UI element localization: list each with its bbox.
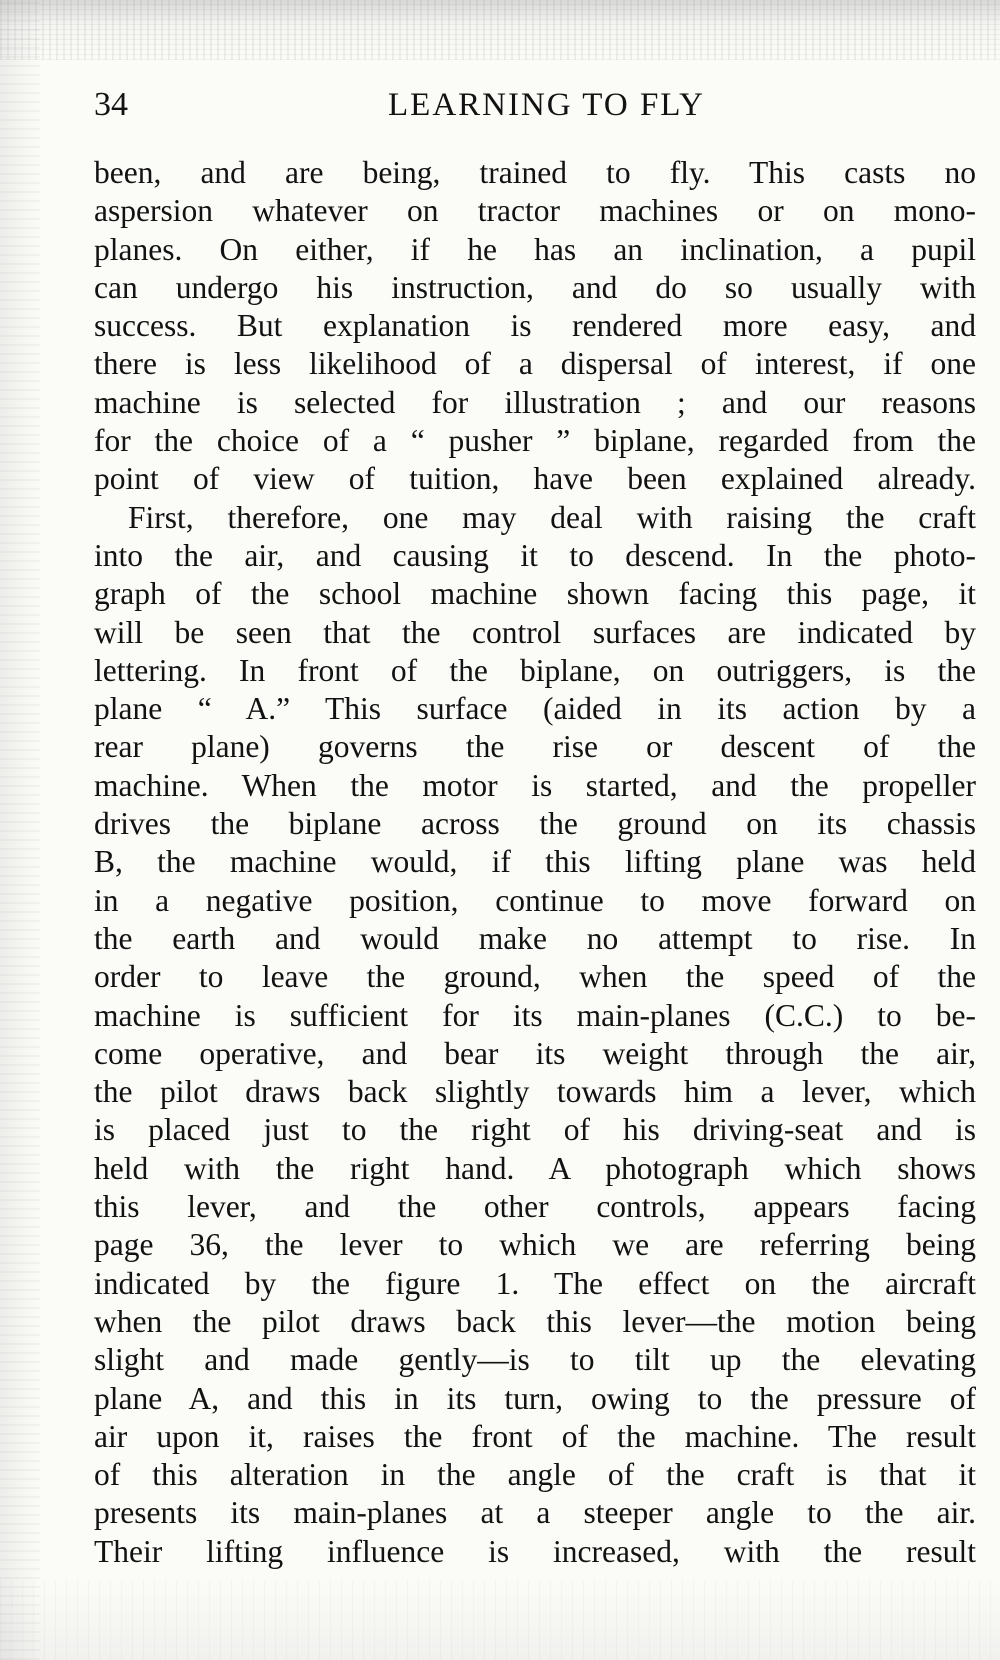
- text-line: for the choice of a “ pusher ” biplane, regarded from the: [94, 423, 976, 459]
- running-title: LEARNING TO FLY: [388, 87, 705, 123]
- text-line: machine is sufficient for its main-planes (C.C.) to be-: [94, 997, 976, 1033]
- text-line: air upon it, raises the front of the machine. The result: [94, 1418, 976, 1454]
- text-line: machine. When the motor is started, and the propeller: [94, 767, 976, 803]
- text-line: come operative, and bear its weight through the air,: [94, 1035, 976, 1071]
- text-line: been, and are being, trained to fly. This casts no: [94, 155, 976, 190]
- text-line: First, therefore, one may deal with raising the craft: [128, 499, 976, 535]
- text-line: planes. On either, if he has an inclination, a pupil: [94, 231, 976, 267]
- paper-edge-left: [0, 0, 40, 1660]
- text-line: Their lifting influence is increased, with the result: [94, 1533, 976, 1569]
- text-line: B, the machine would, if this lifting plane was held: [94, 844, 976, 880]
- text-line: rear plane) governs the rise or descent of the: [94, 729, 976, 765]
- text-line: plane A, and this in its turn, owing to the pressure of: [94, 1380, 976, 1416]
- page-number: 34: [94, 86, 128, 123]
- text-line: drives the biplane across the ground on its chassis: [94, 806, 976, 842]
- text-line: order to leave the ground, when the speed of the: [94, 959, 976, 995]
- text-line: lettering. In front of the biplane, on outriggers, is the: [94, 652, 976, 688]
- text-line: into the air, and causing it to descend. In the photo-: [94, 537, 976, 573]
- body-text: [94, 154, 976, 1571]
- text-line: when the pilot draws back this lever—the motion being: [94, 1303, 976, 1339]
- text-line: the earth and would make no attempt to rise. In: [94, 920, 976, 956]
- text-line: indicated by the figure 1. The effect on the aircraft: [94, 1265, 976, 1301]
- paper-edge-bottom: [0, 1580, 1000, 1660]
- page-header: [94, 80, 969, 130]
- text-line: is placed just to the right of his driving-seat and is: [94, 1112, 976, 1148]
- text-line: page 36, the lever to which we are referring being: [94, 1227, 976, 1263]
- paper-edge-top: [0, 0, 1000, 60]
- text-line: of this alteration in the angle of the craft is that it: [94, 1457, 976, 1493]
- text-line: graph of the school machine shown facing this page, it: [94, 576, 976, 612]
- text-line: point of view of tuition, have been explained already.: [94, 461, 976, 497]
- text-line: success. But explanation is rendered more easy, and: [94, 308, 976, 344]
- text-line: slight and made gently—is to tilt up the elevating: [94, 1342, 976, 1378]
- text-line: presents its main-planes at a steeper angle to the air.: [94, 1495, 976, 1531]
- text-line: aspersion whatever on tractor machines or on mono-: [94, 193, 976, 229]
- text-line: plane “ A.” This surface (aided in its action by a: [94, 691, 976, 727]
- text-line: the pilot draws back slightly towards him a lever, which: [94, 1074, 976, 1110]
- text-line: held with the right hand. A photograph which shows: [94, 1150, 976, 1186]
- text-line: will be seen that the control surfaces are indicated by: [94, 614, 976, 650]
- text-line: in a negative position, continue to move forward on: [94, 882, 976, 918]
- text-line: this lever, and the other controls, appears facing: [94, 1189, 976, 1225]
- text-line: can undergo his instruction, and do so usually with: [94, 269, 976, 305]
- text-line: machine is selected for illustration ; and our reasons: [94, 384, 976, 420]
- text-line: there is less likelihood of a dispersal of interest, if one: [94, 346, 976, 382]
